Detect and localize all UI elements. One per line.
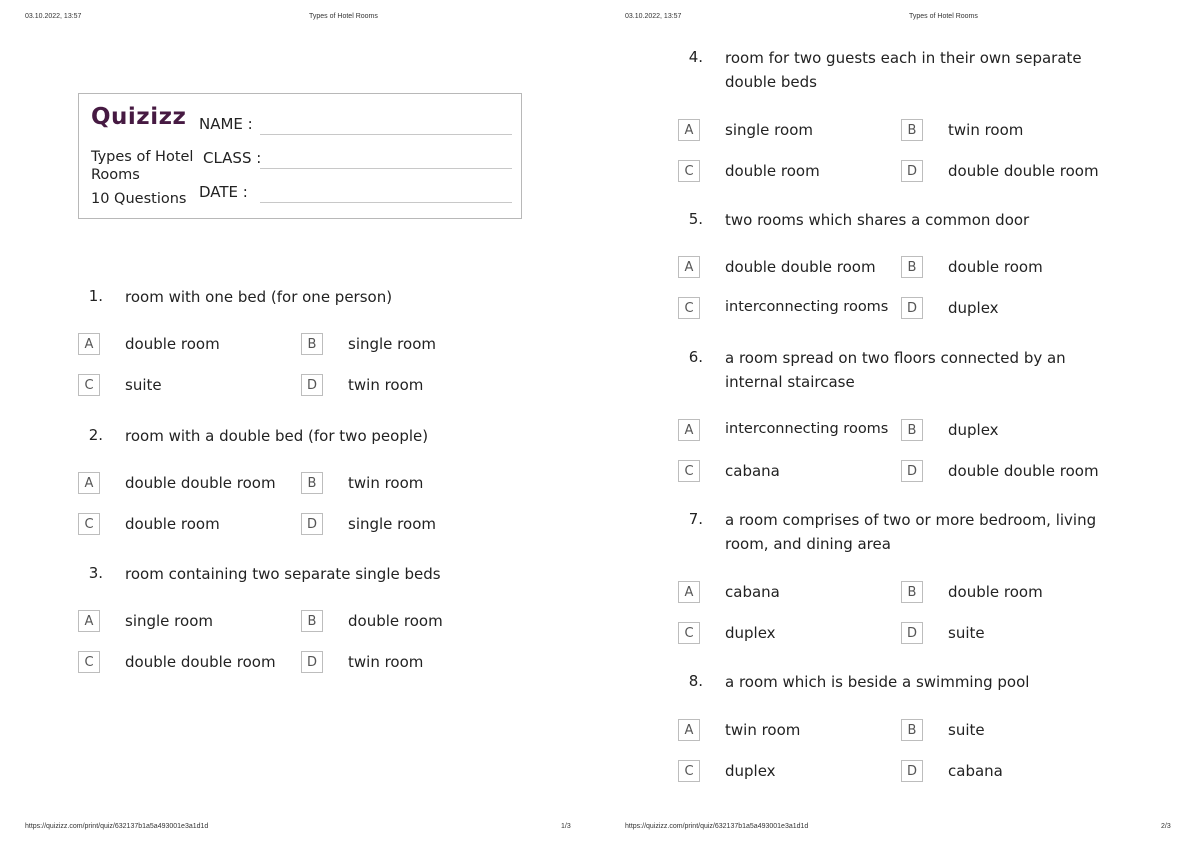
option-d-text: double double room — [948, 462, 1099, 480]
option-b-box[interactable]: B — [901, 119, 923, 141]
option-b-text: twin room — [348, 474, 424, 492]
footer-page-number: 2/3 — [1161, 823, 1171, 830]
option-c-box[interactable]: C — [678, 160, 700, 182]
option-d-box[interactable]: D — [901, 160, 923, 182]
option-a-box[interactable]: A — [678, 119, 700, 141]
option-a-text: double room — [125, 335, 220, 353]
option-d-box[interactable]: D — [301, 374, 323, 396]
option-c-box[interactable]: C — [78, 513, 100, 535]
student-info-box — [78, 93, 522, 219]
name-label: NAME : — [199, 115, 253, 133]
option-d-box[interactable]: D — [901, 460, 923, 482]
footer-url: https://quizizz.com/print/quiz/632137b1a5a493001e3a1d1d — [25, 823, 209, 830]
option-a-text: double double room — [725, 258, 876, 276]
option-c-text: suite — [125, 376, 162, 394]
option-d-box[interactable]: D — [901, 297, 923, 319]
option-c-box[interactable]: C — [78, 651, 100, 673]
option-b-box[interactable]: B — [301, 333, 323, 355]
option-b-box[interactable]: B — [901, 719, 923, 741]
option-a-box[interactable]: A — [78, 472, 100, 494]
option-a-box[interactable]: A — [78, 333, 100, 355]
option-c-text: duplex — [725, 624, 776, 642]
option-c-box[interactable]: C — [678, 297, 700, 319]
question-number: 1. — [88, 287, 103, 305]
option-b-text: duplex — [948, 421, 999, 439]
question-text: room with one bed (for one person) — [125, 288, 393, 306]
page-2 — [600, 0, 1200, 848]
option-d-text: suite — [948, 624, 985, 642]
question-text: room containing two separate single beds — [125, 565, 441, 583]
option-a-text: single room — [125, 612, 213, 630]
option-c-text: cabana — [725, 462, 780, 480]
option-b-text: double room — [948, 258, 1043, 276]
option-d-text: double double room — [948, 162, 1099, 180]
question-number: 3. — [88, 564, 103, 582]
option-d-text: twin room — [348, 653, 424, 671]
option-c-text: double room — [125, 515, 220, 533]
question-text: a room which is beside a swimming pool — [725, 673, 1030, 691]
header-title: Types of Hotel Rooms — [309, 13, 378, 20]
option-d-box[interactable]: D — [901, 622, 923, 644]
footer-page-number: 1/3 — [561, 823, 571, 830]
option-a-text: interconnecting rooms — [725, 421, 889, 437]
option-a-box[interactable]: A — [678, 256, 700, 278]
option-b-text: double room — [948, 583, 1043, 601]
option-c-box[interactable]: C — [78, 374, 100, 396]
question-text: room with a double bed (for two people) — [125, 427, 429, 445]
option-d-text: single room — [348, 515, 436, 533]
option-c-box[interactable]: C — [678, 760, 700, 782]
option-a-text: single room — [725, 121, 813, 139]
option-a-box[interactable]: A — [678, 719, 700, 741]
option-a-text: cabana — [725, 583, 780, 601]
option-b-box[interactable]: B — [901, 256, 923, 278]
option-b-box[interactable]: B — [901, 419, 923, 441]
question-text: a room spread on two floors connected by an internal staircase — [725, 349, 1066, 391]
option-a-box[interactable]: A — [678, 581, 700, 603]
option-a-text: twin room — [725, 721, 801, 739]
question-number: 4. — [688, 48, 703, 66]
option-c-text: double double room — [125, 653, 276, 671]
option-a-text: double double room — [125, 474, 276, 492]
option-b-box[interactable]: B — [301, 472, 323, 494]
option-c-box[interactable]: C — [678, 460, 700, 482]
option-b-text: single room — [348, 335, 436, 353]
class-label: CLASS : — [203, 149, 262, 167]
option-d-box[interactable]: D — [301, 513, 323, 535]
class-field[interactable] — [260, 168, 512, 169]
question-text: room for two guests each in their own separate double beds — [725, 49, 1082, 91]
name-field[interactable] — [260, 134, 512, 135]
option-b-box[interactable]: B — [301, 610, 323, 632]
question-number: 8. — [688, 672, 703, 690]
question-number: 5. — [688, 210, 703, 228]
date-label: DATE : — [199, 183, 248, 201]
question-text: two rooms which shares a common door — [725, 211, 1030, 229]
option-a-box[interactable]: A — [78, 610, 100, 632]
question-count: 10 Questions — [91, 191, 187, 207]
question-number: 6. — [688, 348, 703, 366]
question-text: a room comprises of two or more bedroom, living room, and dining area — [725, 511, 1097, 553]
header-title: Types of Hotel Rooms — [909, 13, 978, 20]
date-field[interactable] — [260, 202, 512, 203]
option-b-text: twin room — [948, 121, 1024, 139]
option-b-text: double room — [348, 612, 443, 630]
option-a-box[interactable]: A — [678, 419, 700, 441]
option-d-text: duplex — [948, 299, 999, 317]
option-d-box[interactable]: D — [901, 760, 923, 782]
header-datetime: 03.10.2022, 13:57 — [25, 13, 82, 20]
option-d-text: twin room — [348, 376, 424, 394]
option-c-text: double room — [725, 162, 820, 180]
option-b-text: suite — [948, 721, 985, 739]
option-c-text: duplex — [725, 762, 776, 780]
option-c-text: interconnecting rooms — [725, 299, 889, 315]
question-number: 2. — [88, 426, 103, 444]
option-b-box[interactable]: B — [901, 581, 923, 603]
quiz-title: Types of Hotel Rooms — [91, 149, 194, 183]
option-d-box[interactable]: D — [301, 651, 323, 673]
option-d-text: cabana — [948, 762, 1003, 780]
question-number: 7. — [688, 510, 703, 528]
footer-url: https://quizizz.com/print/quiz/632137b1a5a493001e3a1d1d — [625, 823, 809, 830]
option-c-box[interactable]: C — [678, 622, 700, 644]
header-datetime: 03.10.2022, 13:57 — [625, 13, 682, 20]
quizizz-logo: Quizizz — [91, 104, 187, 130]
